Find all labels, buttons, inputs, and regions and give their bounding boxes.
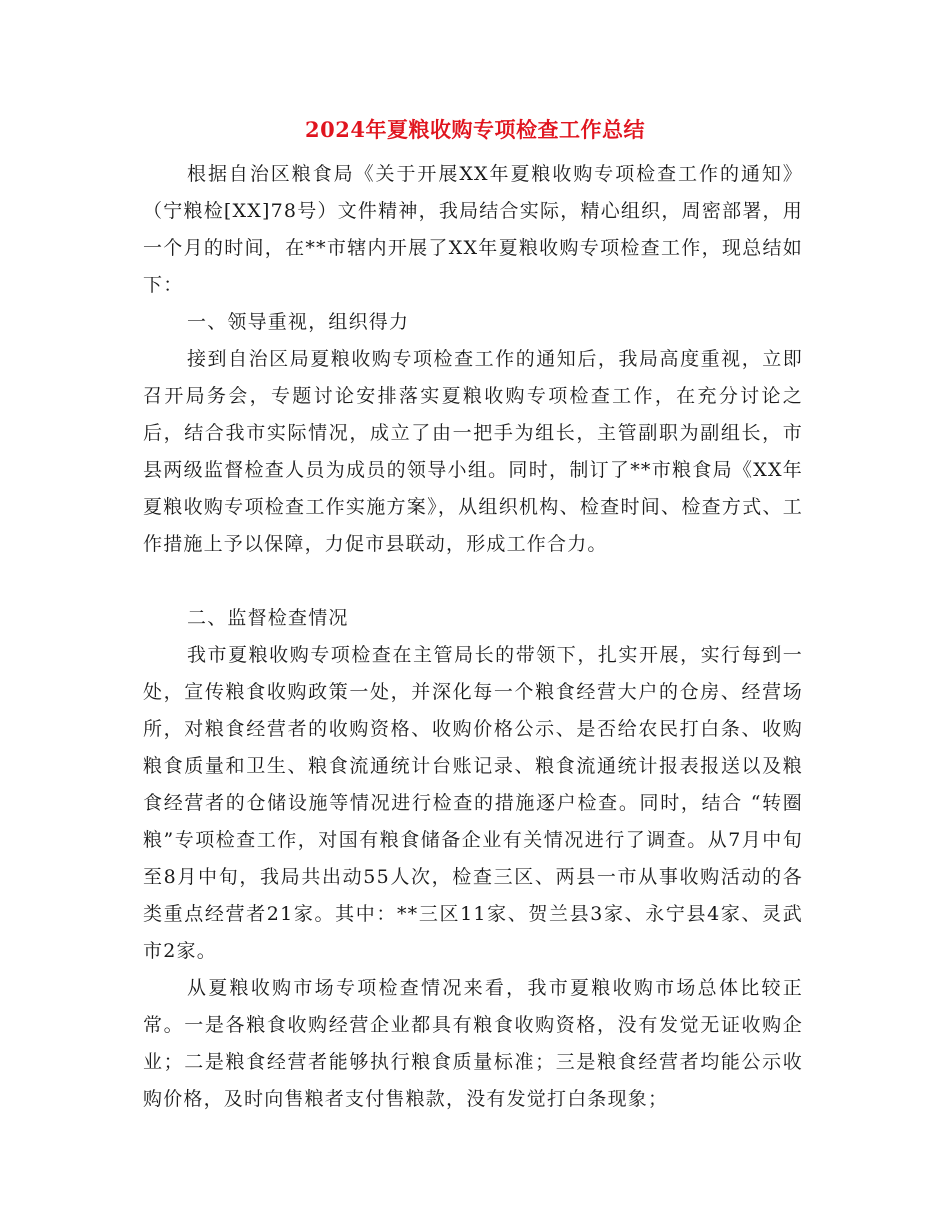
section-2-paragraph: 我市夏粮收购专项检查在主管局长的带领下，扎实开展，实行每到一处，宣传粮食收购政策一处，并深化每一个粮食经营大户的仓房、经营场所，对粮食经营者的收购资格、收购价格公示、是否给农民打白条、收购粮食质量和卫生、粮食流通统计台账记录、粮食流通统计报表报送以及粮食经营者的仓储设施等情况进行检查的措施逐户检查。同时，结合 “转圈粮”专项检查工作，对国有粮食储备企业有关情况进行了调查。从7月中旬至8月中旬，我局共出动55人次，检查三区、两县一市从事收购活动的各类重点经营者21家。其中：**三区11家、贺兰县3家、永宁县4家、灵武市2家。 — [143, 644, 803, 962]
findings-paragraph: 从夏粮收购市场专项检查情况来看，我市夏粮收购市场总体比较正常。一是各粮食收购经营企业都具有粮食收购资格，没有发觉无证收购企业；二是粮食经营者能够执行粮食质量标准；三是粮食经营者均能公示收购价格，及时向售粮者支付售粮款，没有发觉打白条现象； — [143, 977, 803, 1110]
document-title: 2024年夏粮收购专项检查工作总结 — [305, 117, 645, 142]
section-1-paragraph: 接到自治区局夏粮收购专项检查工作的通知后，我局高度重视，立即召开局务会，专题讨论安排落实夏粮收购专项检查工作，在充分讨论之后，结合我市实际情况，成立了由一把手为组长，主管副职为副组长，市县两级监督检查人员为成员的领导小组。同时，制订了**市粮食局《XX年夏粮收购专项检查工作实施方案》，从组织机构、检查时间、检查方式、工作措施上予以保障，力促市县联动，形成工作合力。 — [143, 348, 803, 555]
section-heading-1: 一、领导重视，组织得力 — [187, 311, 410, 333]
section-heading-2: 二、监督检查情况 — [187, 607, 349, 629]
intro-paragraph: 根据自治区粮食局《关于开展XX年夏粮收购专项检查工作的通知》（宁粮检[XX]78号）文件精神，我局结合实际，精心组织，周密部署，用一个月的时间，在**市辖内开展了XX年夏粮收购专项检查工作，现总结如下： — [143, 163, 803, 296]
